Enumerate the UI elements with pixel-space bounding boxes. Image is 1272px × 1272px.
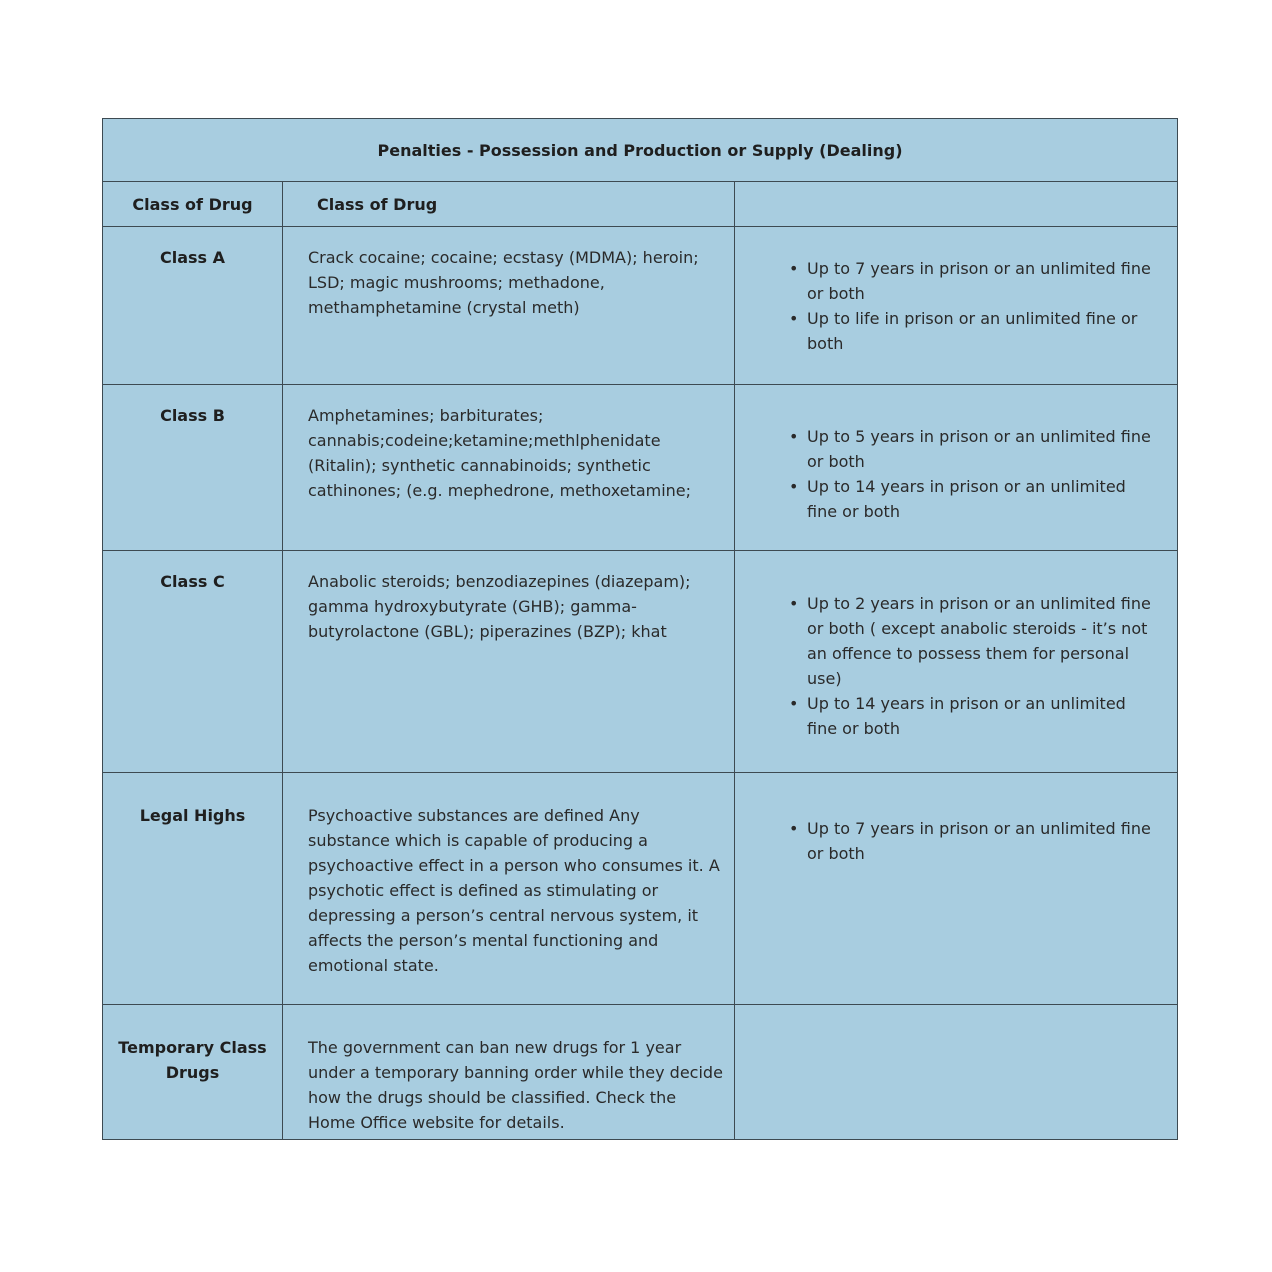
drug-list: Anabolic steroids; benzodiazepines (diazepam); gamma hydroxybutyrate (GHB); gamma-butyrolactone (GBL); piperazines (BZP); khat [283,551,735,773]
penalty-item: • Up to 14 years in prison or an unlimited fine or both [807,691,1157,741]
header-penalties [735,182,1178,227]
drug-list: Psychoactive substances are defined Any substance which is capable of producing a psychoactive effect in a person who consumes it. A psychotic effect is defined as stimulating or depressing a person’s central nervous system, it affects the person’s mental functioning and emotional state. [283,773,735,1005]
header-row [103,182,1178,227]
penalty-item: • Up to 14 years in prison or an unlimited fine or both [807,474,1157,524]
drug-list: Crack cocaine; cocaine; ecstasy (MDMA); heroin; LSD; magic mushrooms; methadone, methamphetamine (crystal meth) [283,227,735,385]
table-row [103,1005,1178,1140]
class-label: Class A [103,227,283,385]
penalty-cell [735,385,1178,551]
class-label: Class B [103,385,283,551]
penalties-table [102,118,1178,1140]
table-row [103,773,1178,1005]
class-label: Legal Highs [103,773,283,1005]
table-title: Penalties - Possession and Production or Supply (Dealing) [103,119,1178,182]
header-class-of-drug: Class of Drug [103,182,283,227]
table-row [103,227,1178,385]
penalty-list [735,256,1157,356]
penalty-item: • Up to 2 years in prison or an unlimited fine or both ( except anabolic steroids - it’s not an offence to possess them for personal use) [807,591,1157,691]
penalty-list [735,816,1157,866]
drug-list: The government can ban new drugs for 1 year under a temporary banning order while they decide how the drugs should be classified. Check the Home Office website for details. [283,1005,735,1140]
penalty-cell-empty [735,1005,1178,1140]
penalty-item: • Up to 5 years in prison or an unlimited fine or both [807,424,1157,474]
penalty-item: • Up to life in prison or an unlimited fine or both [807,306,1157,356]
title-row [103,119,1178,182]
penalty-item: • Up to 7 years in prison or an unlimited fine or both [807,256,1157,306]
table-row [103,385,1178,551]
class-label: Temporary Class Drugs [103,1005,283,1140]
penalty-list [735,591,1157,741]
class-label: Class C [103,551,283,773]
table-row [103,551,1178,773]
penalty-cell [735,773,1178,1005]
penalty-cell [735,227,1178,385]
penalty-item: • Up to 7 years in prison or an unlimited fine or both [807,816,1157,866]
penalty-cell [735,551,1178,773]
drug-list: Amphetamines; barbiturates; cannabis;codeine;ketamine;methlphenidate (Ritalin); synthetic cannabinoids; synthetic cathinones; (e.g. mephedrone, methoxetamine; [283,385,735,551]
penalty-list [735,424,1157,524]
header-drug-list: Class of Drug [283,182,735,227]
